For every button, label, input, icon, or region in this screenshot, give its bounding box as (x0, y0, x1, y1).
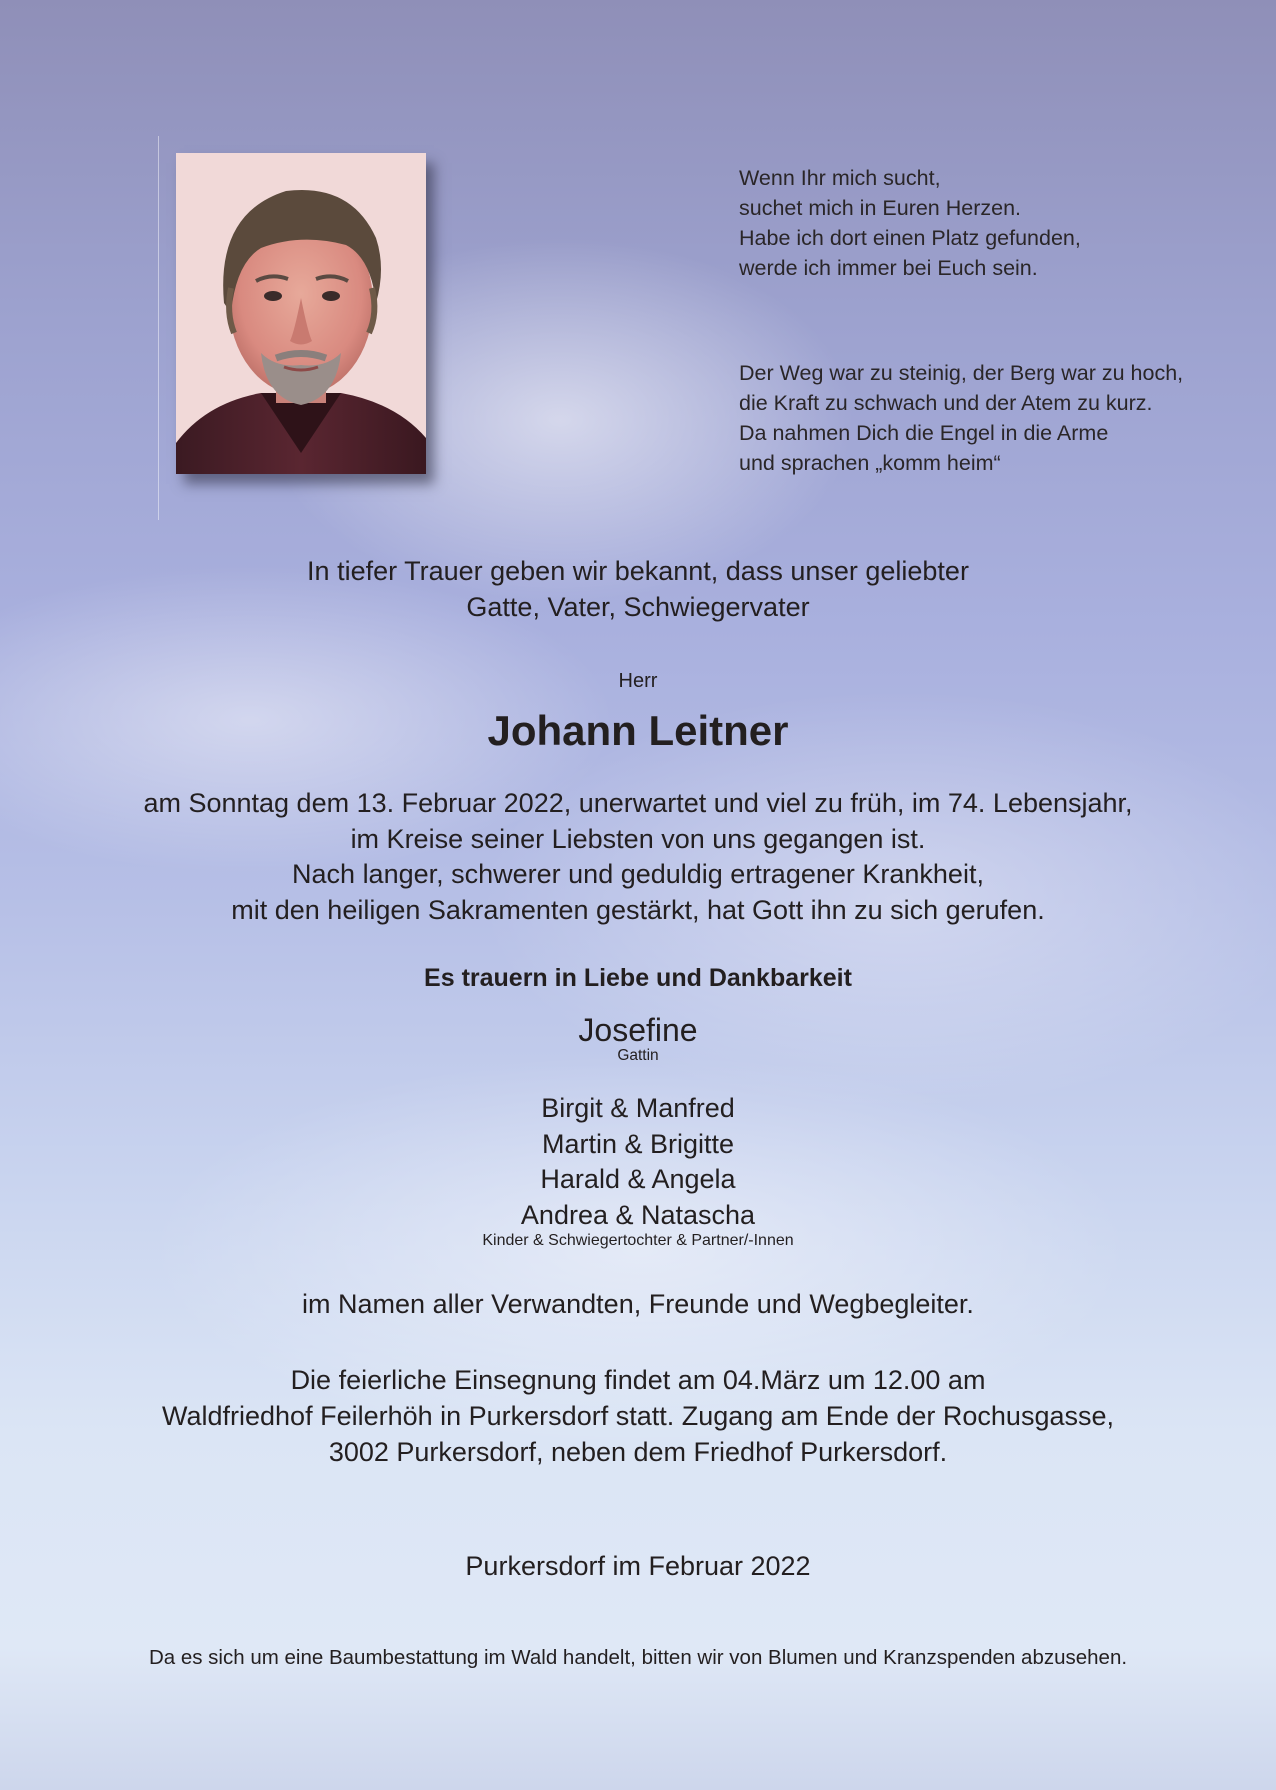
portrait-photo (176, 153, 426, 474)
spouse-role: Gattin (617, 1047, 659, 1064)
details-line: mit den heiligen Sakramenten gestärkt, hat Gott ihn zu sich gerufen. (231, 894, 1045, 925)
spouse-name: Josefine (578, 1012, 698, 1048)
details-line: am Sonntag dem 13. Februar 2022, unerwartet und viel zu früh, im 74. Lebensjahr, (143, 788, 1133, 818)
relatives-line: im Namen aller Verwandten, Freunde und Wegbegleiter. (302, 1289, 974, 1319)
deceased-name: Johann Leitner (487, 707, 789, 754)
salutation: Herr (618, 670, 658, 692)
poem-line: und sprachen „komm heim“ (739, 451, 1001, 475)
children-list (0, 1091, 1276, 1233)
details-line: im Kreise seiner Liebsten von uns gegangen ist. (350, 823, 926, 854)
poem-line: werde ich immer bei Euch sein. (739, 256, 1038, 280)
ceremony-line: 3002 Purkersdorf, neben dem Friedhof Purkersdorf. (328, 1437, 948, 1467)
child-pair: Martin & Brigitte (541, 1128, 735, 1159)
children-role: Kinder & Schwiegertochter & Partner/-Innen (482, 1232, 794, 1249)
child-pair: Birgit & Manfred (541, 1093, 735, 1123)
place-date: Purkersdorf im Februar 2022 (465, 1551, 811, 1581)
poem-line: Habe ich dort einen Platz gefunden, (739, 226, 1081, 250)
ceremony-info (0, 1362, 1276, 1470)
poem-bottom (739, 358, 1183, 478)
death-details (0, 786, 1276, 928)
announcement-intro (0, 553, 1276, 625)
poem-top (739, 163, 1081, 283)
poem-line: Da nahmen Dich die Engel in die Arme (739, 421, 1109, 445)
poem-line: die Kraft zu schwach und der Atem zu kurz. (739, 391, 1153, 415)
ceremony-line: Waldfriedhof Feilerhöh in Purkersdorf statt. Zugang am Ende der Rochusgasse, (162, 1401, 1114, 1431)
intro-line: Gatte, Vater, Schwiegervater (466, 592, 810, 622)
mourners-heading: Es trauern in Liebe und Dankbarkeit (424, 964, 852, 992)
details-line: Nach langer, schwerer und geduldig ertragener Krankheit, (292, 859, 984, 889)
flowers-note: Da es sich um eine Baumbestattung im Wald handelt, bitten wir von Blumen und Kranzspenden abzusehen. (148, 1646, 1128, 1669)
poem-line: Wenn Ihr mich sucht, (739, 166, 941, 190)
decorative-vertical-line (158, 136, 159, 520)
poem-line: suchet mich in Euren Herzen. (739, 196, 1022, 220)
child-pair: Andrea & Natascha (520, 1199, 756, 1230)
ceremony-line: Die feierliche Einsegnung findet am 04.März um 12.00 am (290, 1365, 986, 1395)
poem-line: Der Weg war zu steinig, der Berg war zu hoch, (739, 361, 1184, 385)
intro-line: In tiefer Trauer geben wir bekannt, dass unser geliebter (307, 556, 969, 586)
child-pair: Harald & Angela (540, 1164, 736, 1194)
